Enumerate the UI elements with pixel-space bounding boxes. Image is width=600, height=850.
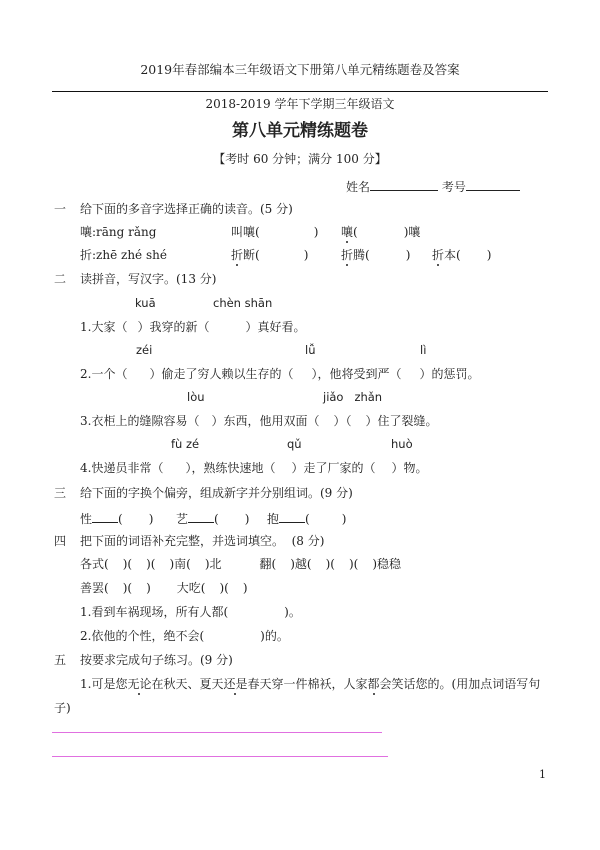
answer-line[interactable] <box>52 732 382 733</box>
q1-row2-a <box>231 248 308 262</box>
q3-char: 抱 <box>267 512 280 526</box>
q4-row-1 <box>80 557 401 571</box>
q4-sentence-2 <box>80 629 289 643</box>
q2-pinyin: kuā <box>135 296 156 310</box>
q5-s1-part: 春天穿一件棉袄，人家 <box>247 677 368 691</box>
q3-item-1 <box>80 510 153 526</box>
page-number: 1 <box>539 768 546 781</box>
header-rule <box>52 91 548 92</box>
id-label: 考号 <box>441 180 466 194</box>
q1-row2-c-close: ) <box>486 248 492 262</box>
q2-s3-part: ）（ <box>333 414 352 428</box>
q2-pinyin: huò <box>391 437 413 451</box>
q3-blank[interactable] <box>92 510 118 523</box>
q3-item-3 <box>267 510 346 526</box>
q3-blank[interactable] <box>188 510 214 523</box>
q1-row1-ref: 嚷:rāng rǎng <box>80 225 157 239</box>
name-blank[interactable] <box>370 178 438 191</box>
id-blank[interactable] <box>466 178 520 191</box>
q3-title: 给下面的字换个偏旁，组成新字并分别组词。(9 分) <box>80 486 353 500</box>
time-info: 【考时 60 分钟；满分 100 分】 <box>213 152 387 166</box>
q5-s1-dotted-word: 还是 <box>223 677 248 691</box>
q1-row2-a-char: 折 <box>231 248 244 262</box>
q2-sentence-1 <box>80 320 305 334</box>
q2-s2-part: 2.一个（ <box>80 367 128 381</box>
q4-r1-part: 翻( <box>259 557 277 571</box>
q4-r1-part: )越( <box>290 557 312 571</box>
q2-s2-part: ）的惩罚。 <box>419 367 480 381</box>
q4-r1-part: )( <box>146 557 156 571</box>
q1-number: 一 <box>54 202 67 216</box>
q1-title: 给下面的多音字选择正确的读音。(5 分) <box>80 202 293 216</box>
subheader: 2018-2019 学年下学期三年级语文 <box>205 97 395 111</box>
q1-row2-a-text: 断( <box>243 248 260 262</box>
q2-pinyin: jiǎo zhǎn <box>323 390 383 404</box>
q4-number: 四 <box>54 534 67 548</box>
q1-row2-a-close: ) <box>303 248 309 262</box>
q2-sentence-4 <box>80 461 428 475</box>
name-label: 姓名 <box>346 180 371 194</box>
q3-char: 性 <box>80 512 93 526</box>
q4-sentence-1 <box>80 605 301 619</box>
q2-s3-part: 3.衣柜上的缝隙容易（ <box>80 414 200 428</box>
q4-r2-part: ) <box>242 581 248 595</box>
q3-paren: ) <box>148 512 154 526</box>
q4-s2-part: 2.依他的个性，绝不会( <box>80 629 205 643</box>
q4-r1-part: )( <box>325 557 335 571</box>
q4-s2-part: )的。 <box>260 629 289 643</box>
answer-line[interactable] <box>52 756 388 757</box>
q2-s3-part: ）东西，他用双面（ <box>211 414 320 428</box>
q2-s2-part: ），他将受到严（ <box>311 367 402 381</box>
q5-s1-part: 1.可是您 <box>80 677 128 691</box>
q3-paren: ) <box>341 512 347 526</box>
q3-number: 三 <box>54 486 67 500</box>
q5-s1-dotted-word: 无论 <box>127 677 152 691</box>
q2-pinyin: lòu <box>187 390 205 404</box>
q2-pinyin: chèn shān <box>213 296 273 310</box>
q4-row-2 <box>80 581 248 595</box>
q1-row2-c-char: 折 <box>432 248 445 262</box>
q2-s1-part: 1.大家（ <box>80 320 128 334</box>
q3-blank[interactable] <box>279 510 305 523</box>
q3-paren: ( <box>214 512 219 526</box>
q2-pinyin: fù zé <box>171 437 200 451</box>
q2-sentence-3 <box>80 414 438 428</box>
q2-s4-part: ），熟练快速地（ <box>185 461 276 475</box>
q3-paren: ( <box>118 512 123 526</box>
q1-row1-a-text: 叫嚷( <box>231 225 260 239</box>
q1-row2-b <box>341 248 410 262</box>
q2-s4-part: 4.快递员非常（ <box>80 461 164 475</box>
q1-row1-b-close: )嚷 <box>403 225 421 239</box>
q5-sentence-1 <box>80 677 540 691</box>
document-header: 2019年春部编本三年级语文下册第八单元精练题卷及答案 <box>140 62 460 77</box>
q4-r2-part: )( <box>219 581 229 595</box>
q3-paren: ) <box>244 512 250 526</box>
q5-title: 按要求完成句子练习。(9 分) <box>80 653 233 667</box>
q4-r2-part: 大吃( <box>176 581 206 595</box>
q5-sentence-1-wrap: 子) <box>54 701 71 715</box>
q2-s4-part: ）走了厂家的（ <box>291 461 376 475</box>
name-id-line <box>346 178 520 194</box>
q1-row1-b-char: 嚷 <box>341 225 354 239</box>
q1-row2-c <box>432 248 491 262</box>
q4-r1-part: )北 <box>204 557 222 571</box>
q2-pinyin: zéi <box>136 343 153 357</box>
q1-row1-b <box>341 225 420 239</box>
q2-s2-part: ）偷走了穷人赖以生存的（ <box>149 367 294 381</box>
q2-s4-part: ）物。 <box>391 461 428 475</box>
q4-r1-part: )( <box>122 557 133 571</box>
q1-row1-a-close: ) <box>313 225 319 239</box>
q5-number: 五 <box>54 653 67 667</box>
page-title: 第八单元精练题卷 <box>232 121 368 141</box>
q2-pinyin: lǚ <box>305 343 316 357</box>
q4-r1-part: 各式( <box>80 557 109 571</box>
q2-number: 二 <box>54 272 67 286</box>
q4-s1-part: )。 <box>284 605 301 619</box>
q4-r2-part: ) <box>146 581 151 595</box>
q2-s1-part: ）我穿的新（ <box>137 320 210 334</box>
q5-s1-part: 在秋天、夏天 <box>151 677 224 691</box>
q4-r2-part: 善罢( <box>80 581 109 595</box>
q2-s1-part: ）真好看。 <box>245 320 306 334</box>
q4-r1-part: )南( <box>169 557 191 571</box>
q4-title: 把下面的词语补充完整，并选词填空。 (8 分) <box>80 534 325 548</box>
q1-row2-b-text: 腾( <box>353 248 370 262</box>
q1-row1-a <box>231 225 318 239</box>
q5-s1-dotted-word: 都 <box>367 677 380 691</box>
q1-row2-b-close: ) <box>405 248 411 262</box>
q3-item-2 <box>176 510 249 526</box>
q1-row2-b-char: 折 <box>341 248 354 262</box>
q1-row2-ref: 折:zhē zhé shé <box>80 248 167 262</box>
q1-row1-b-text: ( <box>353 225 358 239</box>
q5-s1-part: 会笑话您的。(用加点词语写句 <box>379 677 541 691</box>
q2-pinyin: qǔ <box>287 437 302 451</box>
q3-char: 艺 <box>176 512 189 526</box>
q2-s3-part: ）住了裂缝。 <box>365 414 438 428</box>
q3-paren: ( <box>305 512 310 526</box>
q2-pinyin: lì <box>420 343 427 357</box>
q4-r1-part: )( <box>348 557 359 571</box>
q4-r1-part: )稳稳 <box>372 557 401 571</box>
q1-row2-c-text: 本( <box>444 248 461 262</box>
q2-title: 读拼音，写汉字。(13 分) <box>80 272 217 286</box>
q2-sentence-2 <box>80 367 480 381</box>
q4-r2-part: )( <box>122 581 133 595</box>
q4-s1-part: 1.看到车祸现场，所有人都( <box>80 605 229 619</box>
